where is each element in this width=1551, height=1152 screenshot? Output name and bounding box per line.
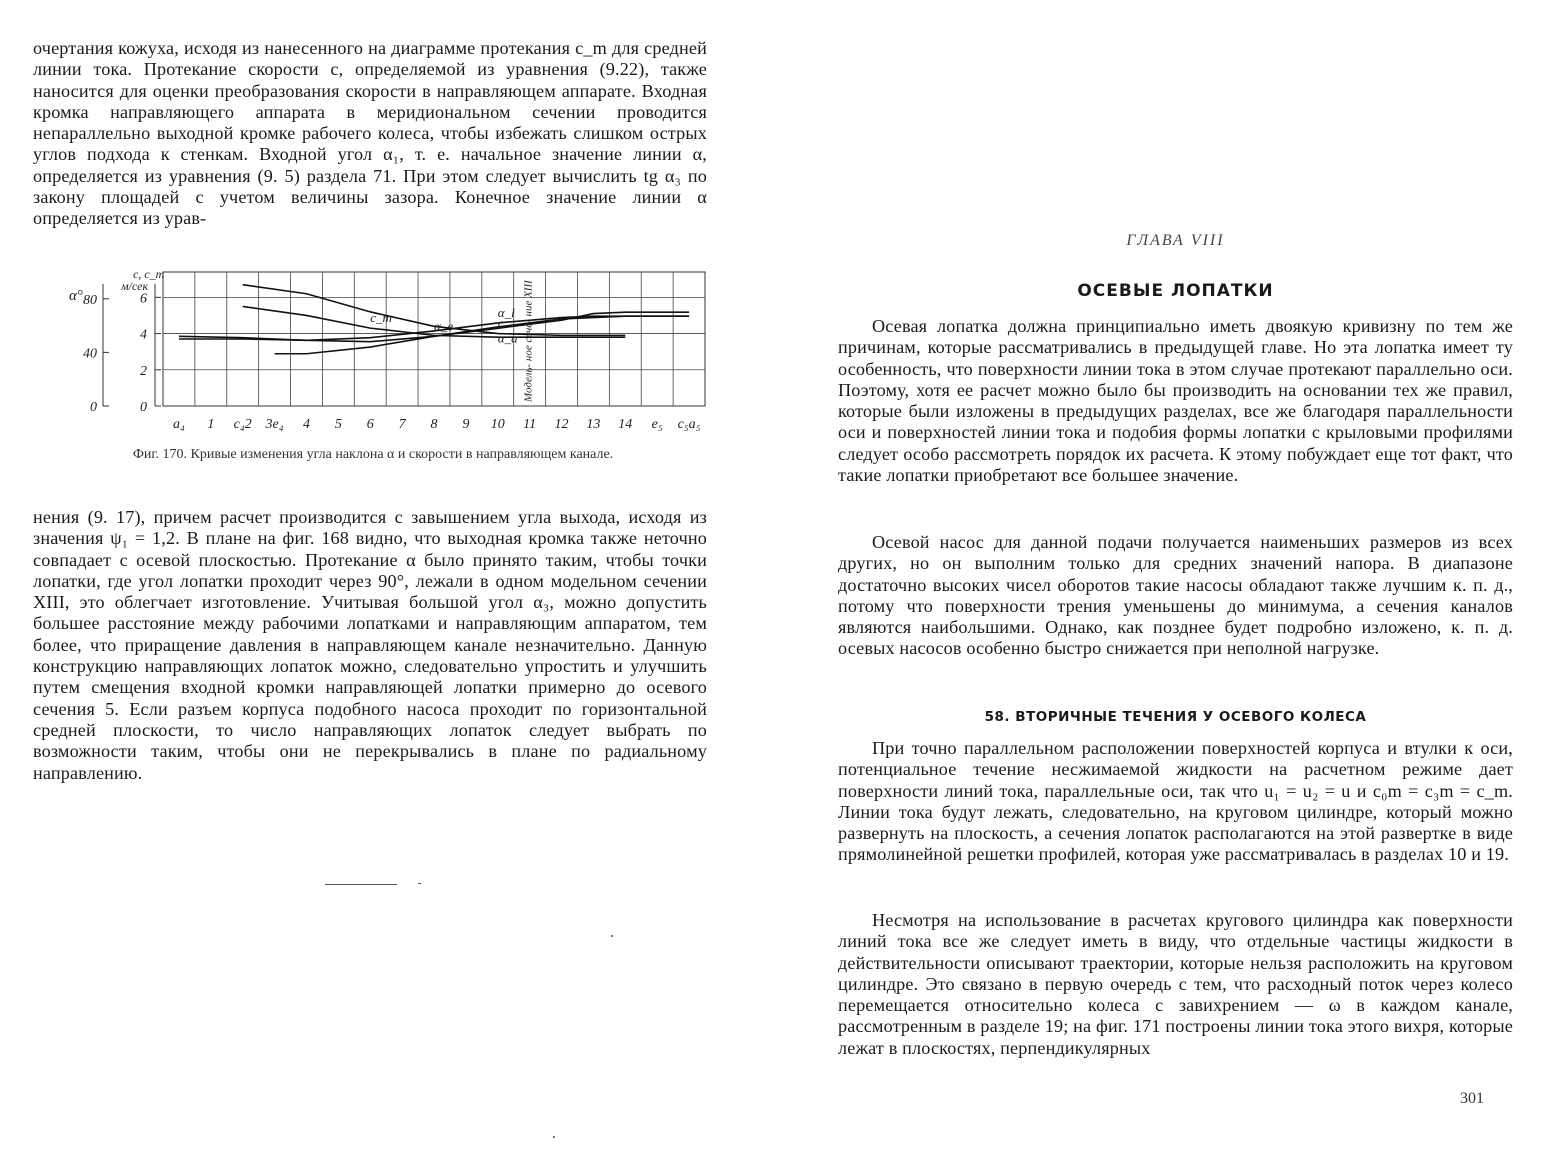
figure-170-chart — [55, 264, 715, 444]
series-label: α_e — [434, 318, 454, 334]
x-tick-label: 7 — [398, 417, 406, 432]
left-paragraph-2: нения (9. 17), причем расчет производится с завышением угла выхода, исходя из значения ψ₁ = 1,2. В плане на фиг. 168 видно, что выходная кромка также неточно совпадает с осевой плоскостью. Протекание α было принято таким, чтобы точки лопатки, где угол лопатки проходит через 90°, лежали в одном модельном сечении XIII, это облегчает изготовление. Учитывая большой угол α₃, можно допустить большее расстояние между рабочими лопатками и направляющим аппаратом, тем более, что приращение давления в направляющем канале незначительно. Данную конструкцию направляющих лопаток можно, следовательно упростить и улучшить путем смещения входной кромки направляющей лопатки примерно до осевого сечения 5. Если разъем корпуса подобного насоса проходит по горизонтальной средней плоскости, то число направляющих лопаток следует выбрать по возможности таким, чтобы они не перекрывались в плане по радиальному направлению. — [33, 507, 707, 783]
left-axis-tick-label: 80 — [83, 292, 97, 308]
right-paragraph-2: Осевой насос для данной подачи получается наименьших размеров из всех других, но он выполним только для средних значений напора. В диапазоне достаточно высоких чисел оборотов такие насосы обладают также лучшим к. п. д., потому что поверхности трения уменьшены до минимума, а сечения каналов являются наибольшими. Однако, как позднее будет подробно изложено, к. п. д. осевых насосов особенно быстро снижается при неполной нагрузке. — [838, 532, 1513, 659]
section-heading: 58. ВТОРИЧНЫЕ ТЕЧЕНИЯ У ОСЕВОГО КОЛЕСА — [984, 709, 1367, 725]
left-paragraph-1: очертания кожуха, исходя из нанесенного на диаграмме протекания c_m для средней линии тока. Протекание скорости c, определяемой из уравнения (9.22), также наносится для оценки преобразования скорости в направляющем аппарате. Входная кромка направляющего аппарата в меридиональном сечении проводится непараллельно выходной кромке рабочего колеса, чтобы избежать слишком острых углов подхода к стенкам. Входной угол α₁, т. е. начальное значение линии α, определяется из уравнения (9. 5) раздела 71. При этом следует вычислить tg α₃ по закону площадей с учетом величины зазора. Конечное значение линии α определяется из урав- — [33, 38, 707, 229]
x-tick-label: a₄ — [173, 417, 185, 432]
series-label: c_m — [370, 310, 392, 326]
right-axis-unit: c, c_m — [133, 267, 165, 281]
section-annotation: Модель- ное сече- ние XIII — [522, 280, 535, 402]
left-axis-unit: α° — [69, 288, 83, 304]
x-tick-label: 8 — [430, 417, 438, 432]
chapter-label: ГЛАВА VIII — [1126, 232, 1225, 249]
x-tick-label: 5 — [334, 417, 342, 432]
series-label: c — [497, 315, 504, 331]
right-paragraph-3: При точно параллельном расположении поверхностей корпуса и втулки к оси, потенциальное течение несжимаемой жидкости на расчетном режиме дает поверхности линий тока, параллельные оси, так что u₁ = u₂ = u и c₀m = c₃m = c_m. Линии тока будут лежать, следовательно, на круговом цилиндре, который можно развернуть на плоскость, а сечения лопаток располагаются на этой развертке в виде прямолинейной решетки профилей, которая уже рассматривалась в разделах 10 и 19. — [838, 738, 1513, 865]
page-number: 301 — [1460, 1090, 1484, 1107]
x-tick-label: 6 — [366, 417, 374, 432]
left-axis-tick-label: 40 — [83, 346, 97, 362]
x-tick-label: 13 — [586, 417, 601, 432]
scan-speck — [553, 1136, 555, 1138]
chart-labels — [69, 267, 701, 432]
x-tick-label: 12 — [554, 417, 569, 432]
x-tick-label: c₄2 — [233, 417, 252, 432]
right-paragraph-4: Несмотря на использование в расчетах кругового цилиндра как поверхности линий тока все же следует иметь в виду, что отдельные частицы жидкости в действительности описывают траектории, которые нельзя расположить на круговом цилиндре. Это связано в первую очередь с тем, что расходный поток через колесо перемещается относительно колеса с завихрением — ω в каждом канале, рассмотренным в разделе 19; на фиг. 171 построены линии тока этого вихря, которые лежат в плоскостях, перпендикулярных — [838, 910, 1513, 1058]
x-tick-label: 14 — [618, 417, 633, 432]
right-axis-tick-label: 0 — [140, 400, 147, 415]
right-paragraph-1: Осевая лопатка должна принципиально иметь двоякую кривизну по тем же причинам, которые рассматривались в предыдущей главе. Но эта лопатка имеет ту особенность, что поверхности линии тока в этом случае протекают параллельно оси. Поэтому, хотя ее расчет можно было бы производить на основании тех же правил, которые были изложены в предыдущих разделах, все же благодаря параллельности оси и поверхностей линии тока и подобия формы лопатки с крыловыми профилями следует особо рассмотреть порядок их расчета. К этому побуждает еще тот факт, что такие лопатки приобретают все большее значение. — [838, 316, 1513, 486]
x-tick-label: 3e₄ — [265, 417, 284, 432]
x-tick-label: 4 — [302, 417, 310, 432]
x-tick-label: 10 — [490, 417, 505, 432]
scan-speck — [611, 935, 613, 937]
right-axis-tick-label: 2 — [140, 363, 147, 379]
chapter-title: ОСЕВЫЕ ЛОПАТКИ — [1077, 281, 1274, 301]
x-tick-label: c₅a₅ — [677, 417, 701, 432]
right-axis-tick-label: 4 — [140, 327, 147, 343]
x-tick-label: e₅ — [651, 417, 663, 432]
x-tick-label: 9 — [462, 417, 470, 432]
x-tick-label: 1 — [207, 417, 215, 432]
right-axis-tick-label: 6 — [140, 291, 147, 307]
separator-line — [325, 884, 397, 885]
separator-dot — [418, 883, 421, 884]
series-label: α_l — [497, 304, 515, 320]
left-axis-tick-label: 0 — [90, 400, 97, 415]
chart-axes — [103, 284, 161, 406]
x-tick-label: 11 — [523, 417, 537, 432]
series-label: α_a — [497, 330, 518, 346]
figure-caption: Фиг. 170. Кривые изменения угла наклона α и скорости в направляющем канале. — [132, 447, 614, 462]
right-axis-unit: м/сек — [121, 279, 149, 293]
